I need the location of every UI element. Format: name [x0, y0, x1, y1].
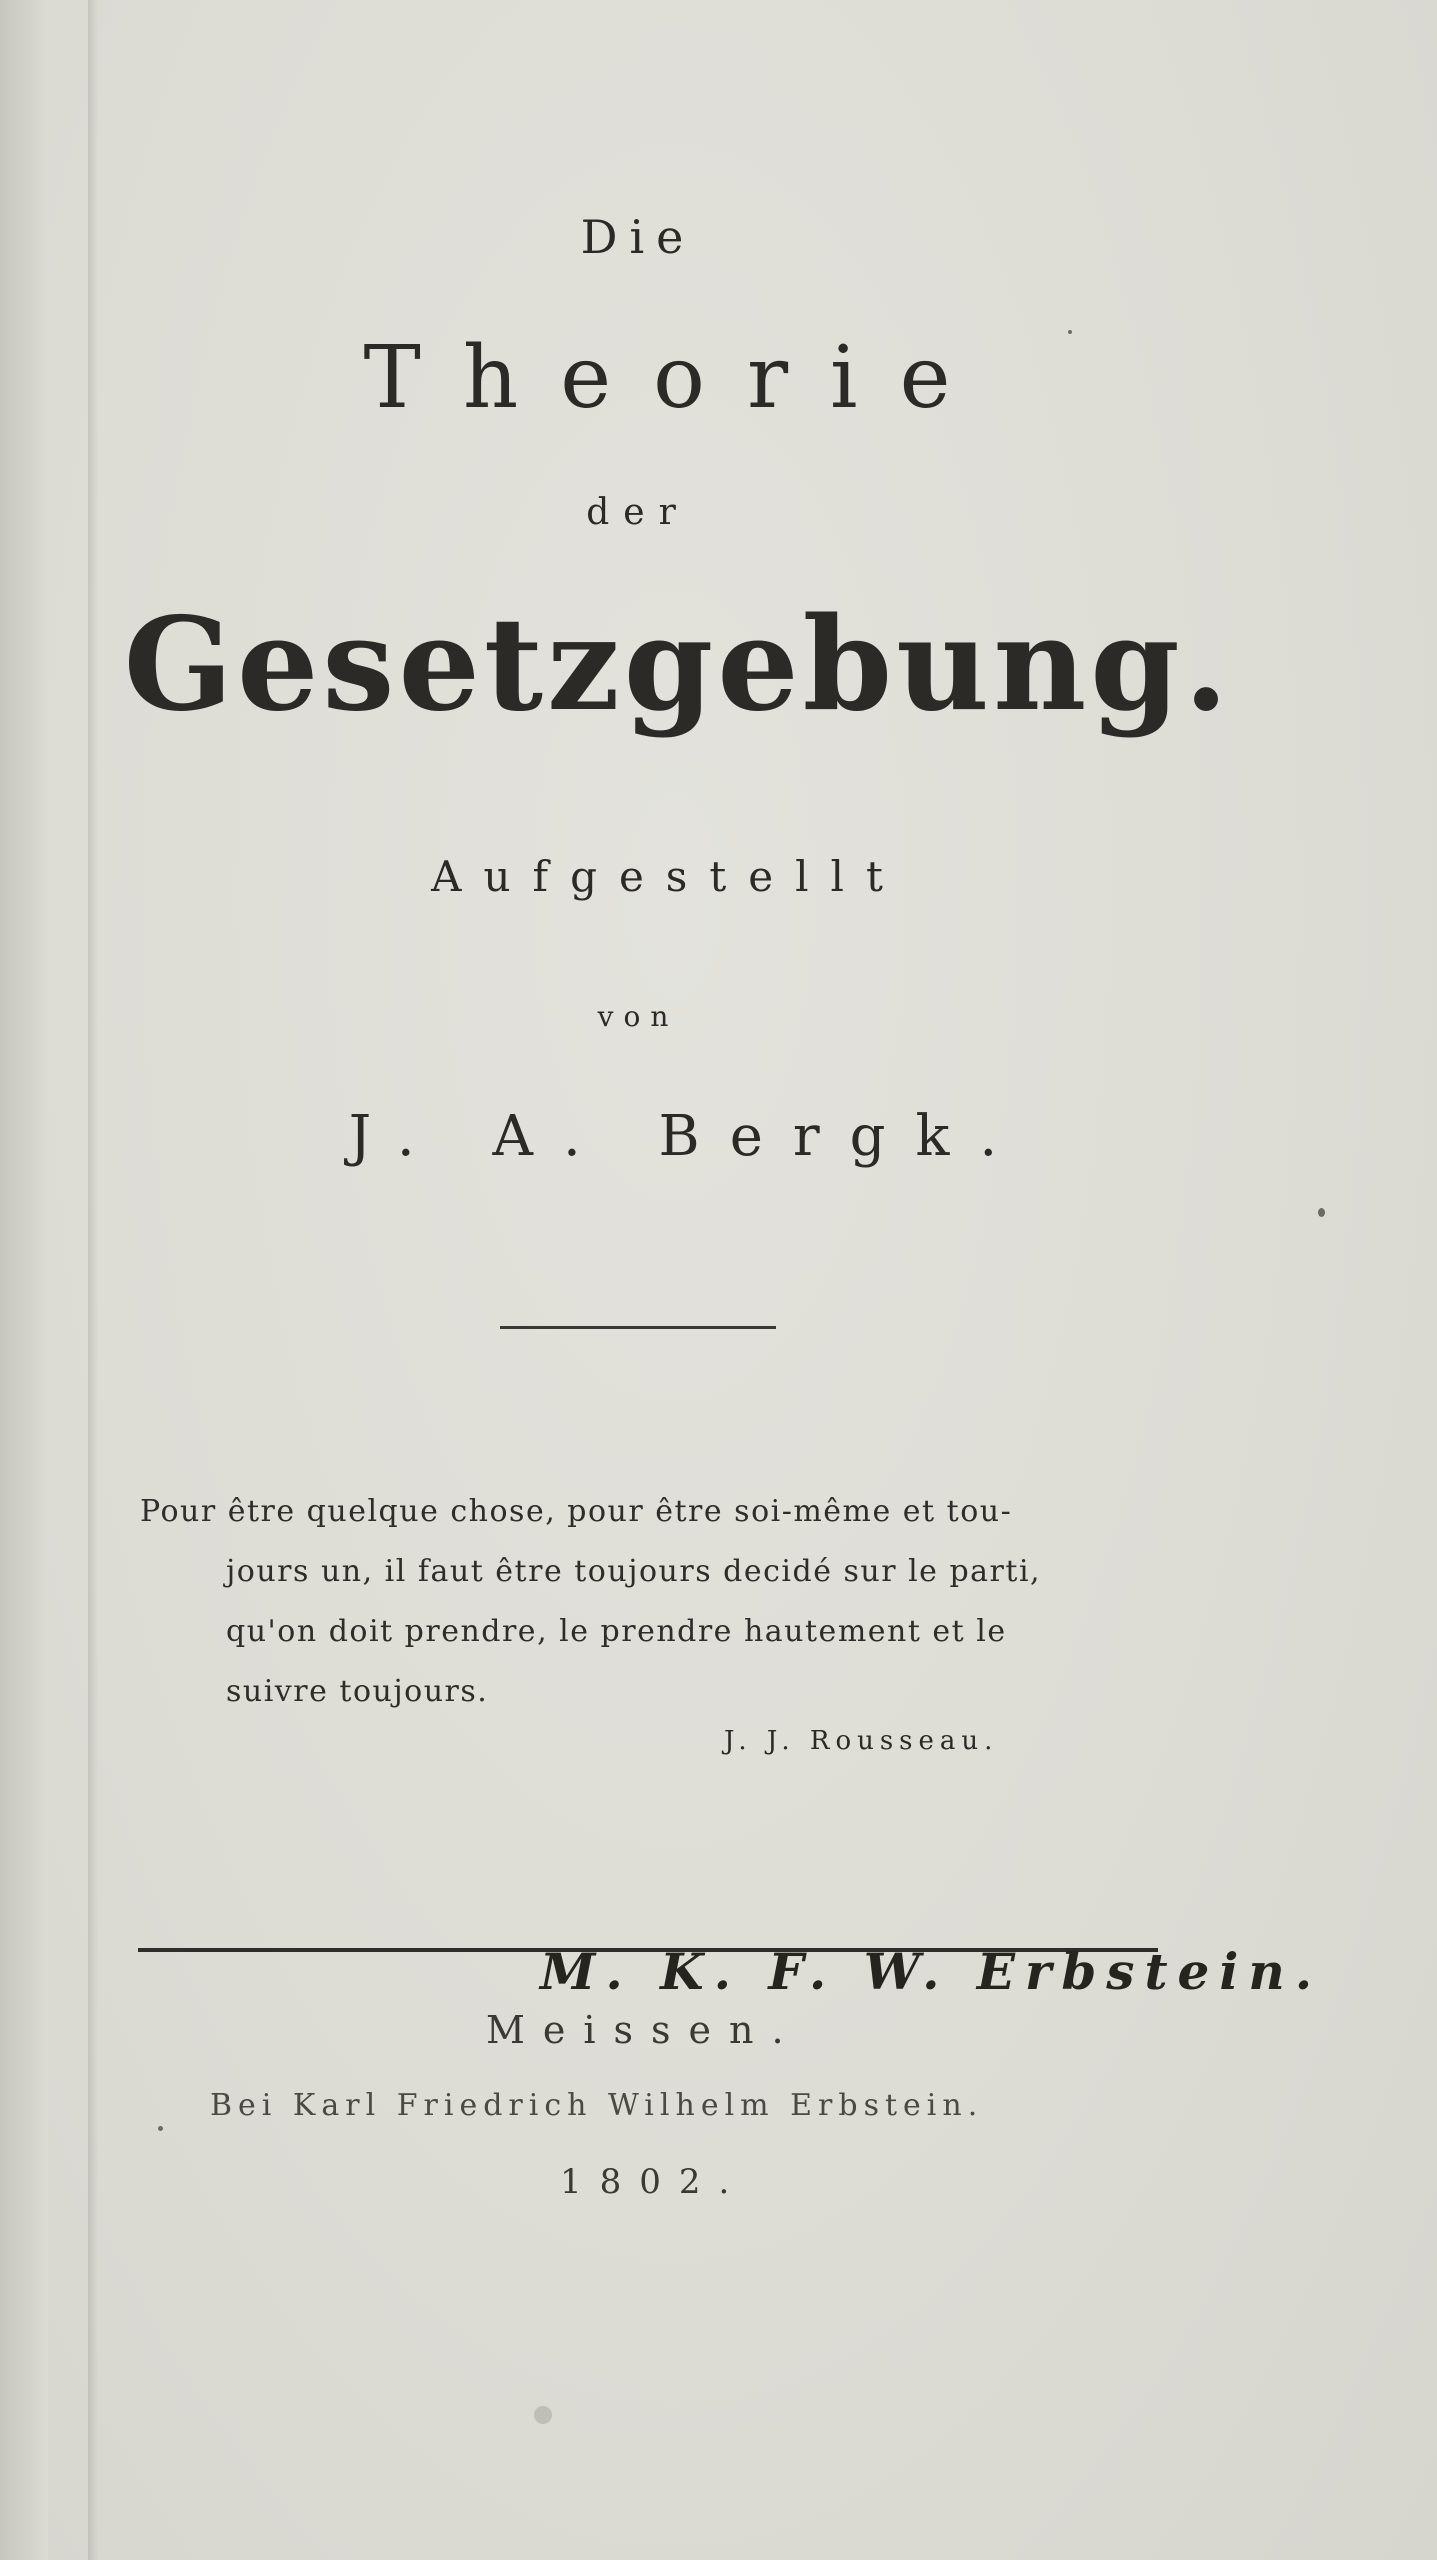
ornamental-rule: [500, 1326, 776, 1329]
imprint-publisher: Bei Karl Friedrich Wilhelm Erbstein.: [210, 2088, 984, 2123]
title-von: von: [597, 1000, 679, 1033]
book-gutter: [0, 0, 48, 2560]
epigraph: [140, 1482, 1180, 1722]
epigraph-line: qu'on doit prendre, le prendre hautement et le: [226, 1614, 1007, 1649]
epigraph-line: jours un, il faut être toujours decidé sur le parti,: [226, 1554, 1042, 1589]
title-gesetzgebung: Gesetzgebung.: [123, 590, 1233, 740]
paper-speck: [1318, 1208, 1325, 1217]
title-aufgestellt: Aufgestellt: [431, 852, 905, 901]
title-page: [48, 0, 1437, 2560]
owner-signature: M. K. F. W. Erbstein.: [540, 1942, 1323, 2001]
epigraph-line: Pour être quelque chose, pour être soi-même et tou-: [140, 1494, 1013, 1529]
title-die: Die: [580, 210, 696, 264]
epigraph-attribution: J. J. Rousseau.: [724, 1726, 999, 1756]
imprint-place: Meissen.: [486, 2008, 802, 2052]
epigraph-line: suivre toujours.: [226, 1674, 489, 1709]
title-der: der: [586, 492, 690, 533]
author-name: J. A. Bergk.: [348, 1104, 1028, 1169]
paper-speck: [1068, 330, 1072, 334]
title-theorie: Theorie: [363, 328, 993, 428]
paper-speck: [158, 2126, 163, 2131]
imprint-year: 1802.: [560, 2162, 748, 2202]
paper-speck: [534, 2406, 552, 2424]
